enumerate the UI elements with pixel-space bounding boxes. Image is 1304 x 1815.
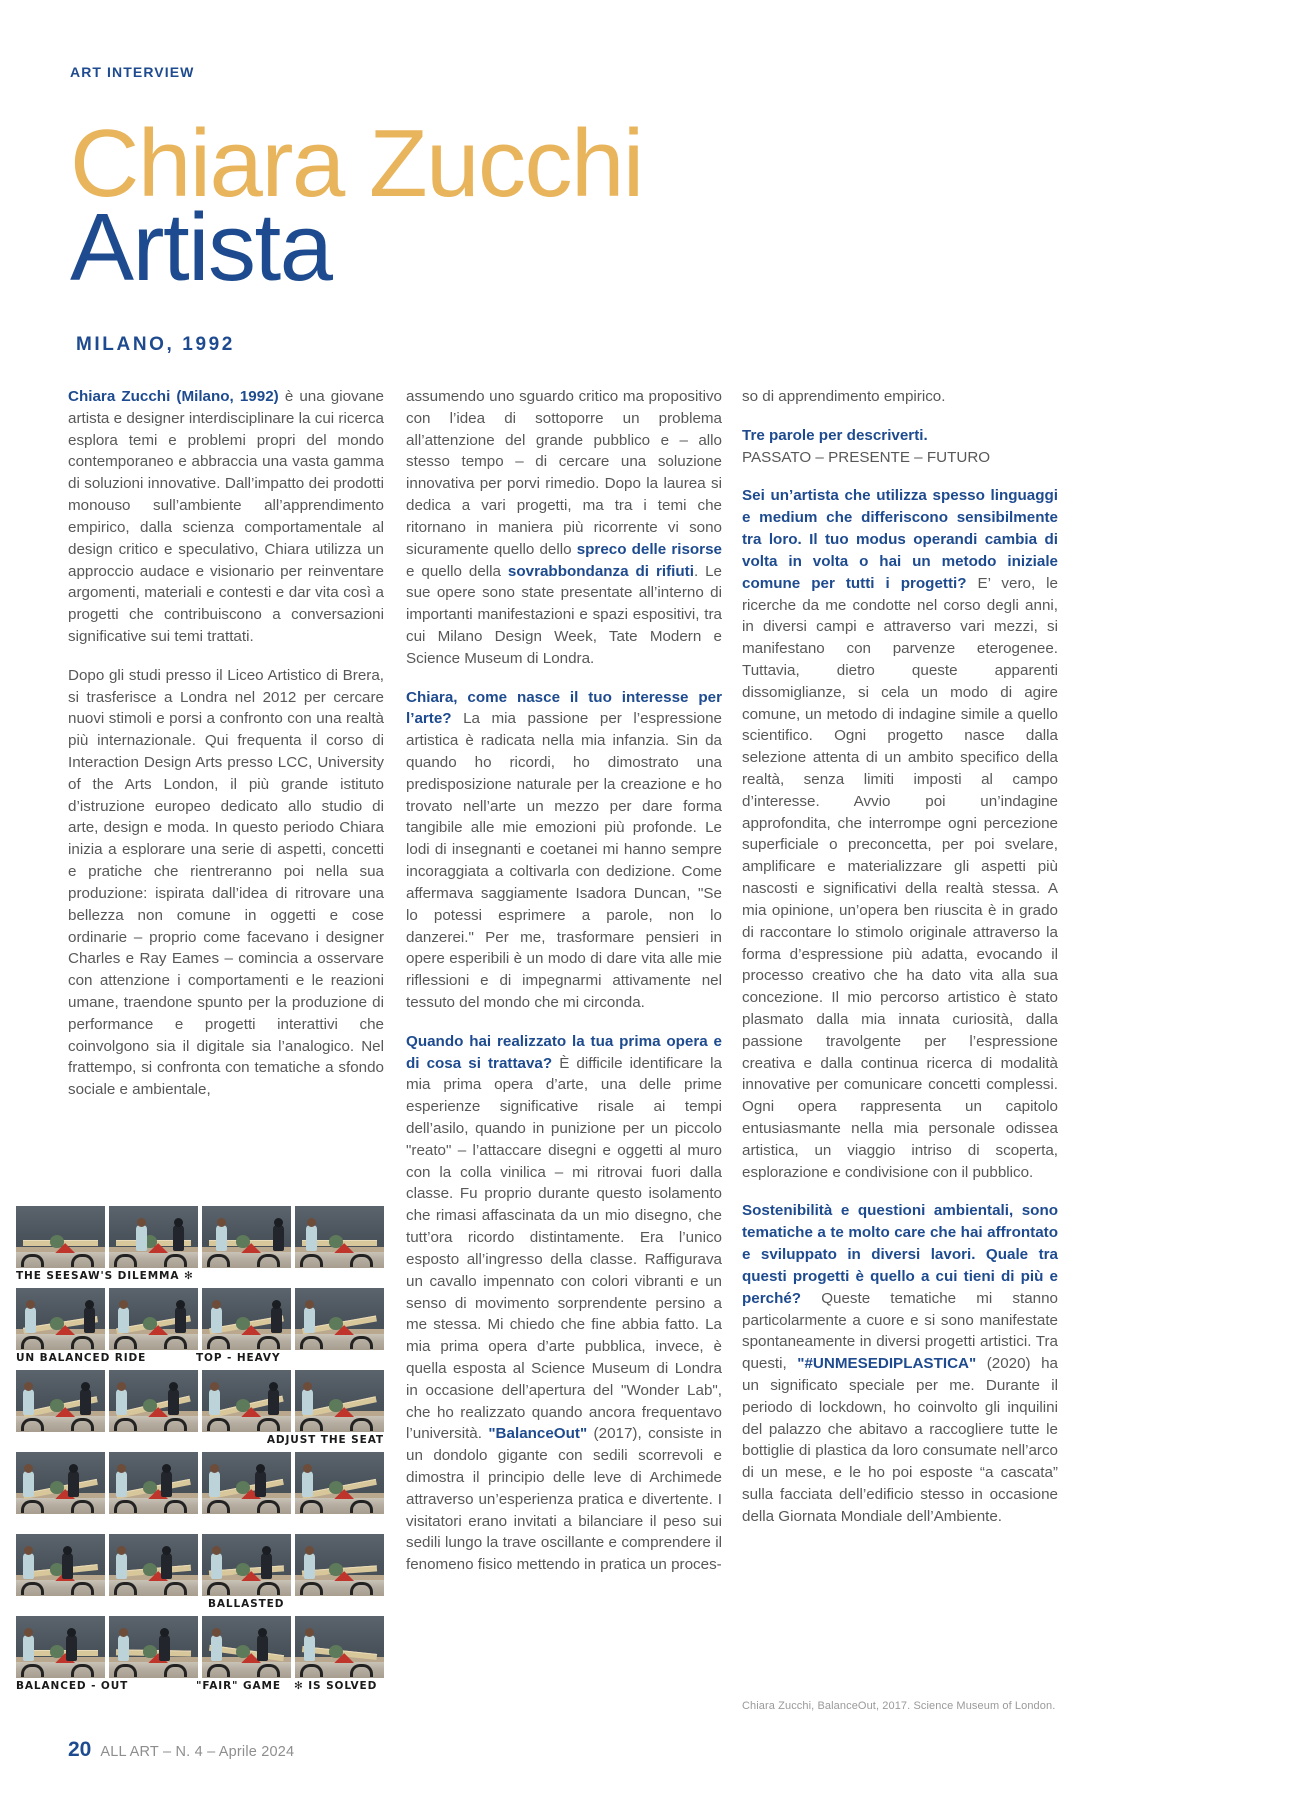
cont-c: . Le sue opere sono state presentate all’interno di importanti manifestazioni e spazi espositivi, tra cui Milano Design Week, Tate Modern e Science Museum di Londra.: [406, 562, 722, 667]
film-frame: [295, 1616, 384, 1678]
contact-sheet-row: [16, 1206, 384, 1268]
text-column-2: [406, 386, 722, 1576]
film-frame: [295, 1206, 384, 1268]
answer-3: PASSATO – PRESENTE – FUTURO: [742, 448, 991, 466]
annotation-is-solved: ✻ IS SOLVED: [294, 1680, 378, 1692]
annotation-row: [16, 1598, 384, 1610]
annotation-ballasted: BALLASTED: [208, 1598, 285, 1610]
film-frame: [109, 1370, 198, 1432]
annotation-unbalanced-ride: UN BALANCED RIDE: [16, 1352, 147, 1364]
cont-b: e quello della: [406, 562, 508, 580]
paragraph-biography: Dopo gli studi presso il Liceo Artistico di Brera, si trasferisce a Londra nel 2012 per cercare nuovi stimoli e porsi a confronto con una realtà più internazionale. Qui frequenta il corso di Interaction Design Arts presso LCC, University of the Arts London, il più grande istituto d’istruzione europeo dedicato allo studio di arte, design e moda. In questo periodo Chiara inizia a esplorare una serie di aspetti, concetti e pratiche che rientreranno poi nella sua produzione: ispirata dall’idea di ritrovare una bellezza non comune in oggetti e cose ordinarie – proprio come facevano i designer Charles e Ray Eames – comincia a osservare con attenzione i comportamenti e le reazioni umane, traendone spunto per la produzione di performance e progetti interattivi che coinvolgono sia il digitale sia l’analogico. Nel frattempo, si confronta con tematiche a sfondo sociale e ambientale,: [68, 666, 384, 1099]
text-column-3: [742, 386, 1058, 1528]
annotation-balanced-out: BALANCED - OUT: [16, 1680, 129, 1692]
paragraph-intro: [68, 386, 384, 648]
qa-block-1: [406, 687, 722, 1014]
lead-in: Chiara Zucchi (Milano, 1992): [68, 388, 279, 405]
highlight-balanceout: "BalanceOut": [488, 1425, 588, 1443]
annotation-top-heavy: TOP - HEAVY: [196, 1352, 281, 1364]
answer-5a: Queste tematiche mi stanno particolarmente a cuore e si sono manifestate spontaneamente in diversi progetti artistici. Tra questi,: [742, 1289, 1058, 1373]
film-frame: [109, 1288, 198, 1350]
film-frame: [202, 1288, 291, 1350]
intro-body: è una giovane artista e designer interdisciplinare la cui ricerca esplora temi e problemi propri del mondo contemporaneo e abbraccia una vasta gamma di soluzioni innovative. Dall’impatto dei prodotti monouso sull’ambiente all’apprendimento empirico, dalla scienza comportamentale al design critico e speculativo, Chiara utilizza un approccio audace e visionario per reinventare argomenti, materiali e contesti e dar vita così a progetti che contribuiscono a conversazioni significative sui temi trattati.: [68, 388, 384, 645]
annotation-row: [16, 1352, 384, 1364]
annotation-spacer: [16, 1434, 267, 1446]
annotation-blank-row4: [16, 1516, 384, 1528]
film-frame: [109, 1452, 198, 1514]
paragraph-carryover: so di apprendimento empirico.: [742, 388, 946, 405]
film-frame: [295, 1452, 384, 1514]
paragraph-continuation: [406, 386, 722, 670]
artist-origin: MILANO, 1992: [76, 334, 235, 355]
highlight-spreco: spreco delle risorse: [576, 540, 722, 558]
page-footer: [68, 1738, 294, 1762]
issue-info: ALL ART – N. 4 – Aprile 2024: [100, 1744, 295, 1760]
film-frame: [295, 1370, 384, 1432]
qa-block-2: [406, 1031, 722, 1576]
film-frame: [295, 1288, 384, 1350]
highlight-unmesediplastica: "#UNMESEDIPLASTICA": [797, 1355, 977, 1373]
film-frame: [16, 1452, 105, 1514]
annotation-row: [16, 1434, 384, 1446]
film-frame: [202, 1370, 291, 1432]
contact-sheet-row: [16, 1452, 384, 1514]
annotation-adjust-the-seat: ADJUST THE SEAT: [266, 1434, 384, 1446]
film-frame: [109, 1206, 198, 1268]
answer-2b: (2017), consiste in un dondolo gigante con sedili scorrevoli e dimostra il principio delle leve di Archimede attraverso un’esperienza pratica e divertente. I visitatori erano invitati a bilanciare il peso sui sedili lungo la trave oscillante e comprendere il fenomeno fisico mettendo in pratica un proces-: [406, 1425, 722, 1574]
contact-sheet-row: [16, 1534, 384, 1596]
answer-5b: (2020) ha un significato speciale per me. Durante il periodo di lockdown, ho coinvolto gli inquilini del palazzo che abitavo a raccogliere tutte le bottiglie di plastica da loro consumate nell’arco di un mese, e le ho poi esposte “a cascata” sulla facciata dell’edificio stesso in occasione della Giornata Mondiale dell’Ambiente.: [742, 1355, 1058, 1525]
question-3: Tre parole per descriverti.: [742, 426, 928, 444]
highlight-rifiuti: sovrabbondanza di rifiuti: [507, 562, 694, 580]
contact-sheet-row: [16, 1370, 384, 1432]
text-column-1: [68, 386, 384, 1101]
film-frame: [16, 1206, 105, 1268]
film-frame: [16, 1616, 105, 1678]
annotation-fair-game: "FAIR" GAME: [196, 1680, 281, 1692]
contact-sheet-row: [16, 1616, 384, 1678]
artist-role: Artista: [70, 194, 332, 302]
film-frame: [202, 1616, 291, 1678]
qa-block-4: [742, 485, 1058, 1183]
qa-block-5: [742, 1200, 1058, 1527]
question-4: Sei un’artista che utilizza spesso linguaggi e medium che differiscono sensibilmente tra loro. Il tuo modus operandi cambia di volta in volta o hai un metodo iniziale comune per tutti i progetti?: [742, 487, 1058, 592]
film-frame: [109, 1534, 198, 1596]
film-frame: [295, 1534, 384, 1596]
annotation-spacer: [16, 1598, 208, 1610]
annotation-row: [16, 1680, 384, 1692]
film-frame: [16, 1534, 105, 1596]
artist-name: Chiara Zucchi: [70, 110, 643, 217]
photo-credit-caption: Chiara Zucchi, BalanceOut, 2017. Science Museum of London.: [742, 1700, 1056, 1712]
page-title: [70, 110, 643, 302]
film-frame: [16, 1370, 105, 1432]
page-number: 20: [68, 1738, 92, 1761]
film-frame: [202, 1206, 291, 1268]
qa-block-3: [742, 425, 1058, 469]
question-5: Sostenibilità e questioni ambientali, sono tematiche a te molto care che hai affrontato e sviluppato in diversi lavori. Quale tra questi progetti è quello a cui tieni di più e perché?: [742, 1202, 1058, 1307]
film-frame: [202, 1534, 291, 1596]
section-kicker: ART INTERVIEW: [70, 64, 195, 80]
answer-1: La mia passione per l’espressione artistica è radicata nella mia infanzia. Sin da quando ho ricordi, ho dimostrato una predisposizione naturale per la creazione e ho trovato nell’arte un mezzo per dare forma tangibile alle mie emozioni più profonde. Le lodi di insegnanti e coetanei mi hanno sempre incoraggiata a coltivarla con dedizione. Come affermava saggiamente Isadora Duncan, "Se lo potessi esprimere a parole, non lo danzerei." Per me, trasformare pensieri in opere esperibili è un modo di dare vita alle mie riflessioni e di impegnarmi attivamente nel tessuto del mondo che mi circonda.: [406, 710, 722, 1011]
cont-a: assumendo uno sguardo critico ma propositivo con l’idea di sottoporre un problema all’attenzione del grande pubblico e – allo stesso tempo – di cercare una soluzione innovativa per porvi rimedio. Dopo la laurea si dedica a vari progetti, ma tra i temi che ritornano in maniera più ricorrente vi sono sicuramente quello dello: [406, 388, 722, 558]
answer-4: E’ vero, le ricerche da me condotte nel corso degli anni, in diversi campi e attraverso vari mezzi, si manifestano con parvenze eterogenee. Tuttavia, dietro queste apparenti dissomiglianze, si cela un modo di agire comune, un metodo di indagine simile a quello scientifico. Ogni progetto nasce dalla selezione attenta di un ambito specifico della realtà, senza limiti imposti al campo d’interesse. Avvio poi un’indagine approfondita, che interrompe ogni percezione superficiale o preconcetta, per poi svelare, amplificare e materializzare gli aspetti più nascosti e significativi della realtà stessa. A mia opinione, un’opera ben riuscita è in grado di raccontare lo stimolo originale attraverso la forma d’espressione più adatta, evocando il processo creativo che ha dato vita alla sua concezione. Il mio percorso artistico è stato plasmato dalla mia innata curiosità, dalla passione travolgente per l’espressione creativa e dalla continua ricerca di modalità innovative per comunicare concetti complessi. Ogni opera rappresenta un capitolo entusiasmante nella mia personale odissea artistica, un viaggio intriso di scoperta, esplorazione e condivisione con il pubblico.: [742, 574, 1059, 1181]
film-frame: [202, 1452, 291, 1514]
answer-2a: È difficile identificare la mia prima opera d’arte, una delle prime esperienze significative risale ai tempi dell’asilo, quando in punizione per un piccolo "reato" – l’attaccare disegni e oggetti al muro con la colla vinilica – mi ritrovai fuori dalla classe. Fu proprio durante questo isolamento che rimasi affascinata da un mio disegno, che tutt’ora ricordo distintamente. Era l’unico esposto all’ingresso della classe. Raffigurava un cavallo impennato con colori vibranti e un senso di movimento sorprendente persino a me stessa. Mi chiedo che fine abbia fatto. La mia prima opera d’arte pubblica, invece, è quella esposta al Science Museum di Londra in occasione dell’apertura del "Wonder Lab", che ho realizzato quando ancora frequentavo l’università.: [406, 1054, 722, 1443]
question-1: Chiara, come nasce il tuo interesse per l’arte?: [406, 688, 722, 728]
annotation-seesaws-dilemma: THE SEESAW'S DILEMMA ✻: [16, 1270, 194, 1282]
contact-sheet-image: [16, 1206, 384, 1698]
contact-sheet-row: [16, 1288, 384, 1350]
film-frame: [16, 1288, 105, 1350]
question-2: Quando hai realizzato la tua prima opera e di cosa si trattava?: [406, 1032, 722, 1072]
film-frame: [109, 1616, 198, 1678]
